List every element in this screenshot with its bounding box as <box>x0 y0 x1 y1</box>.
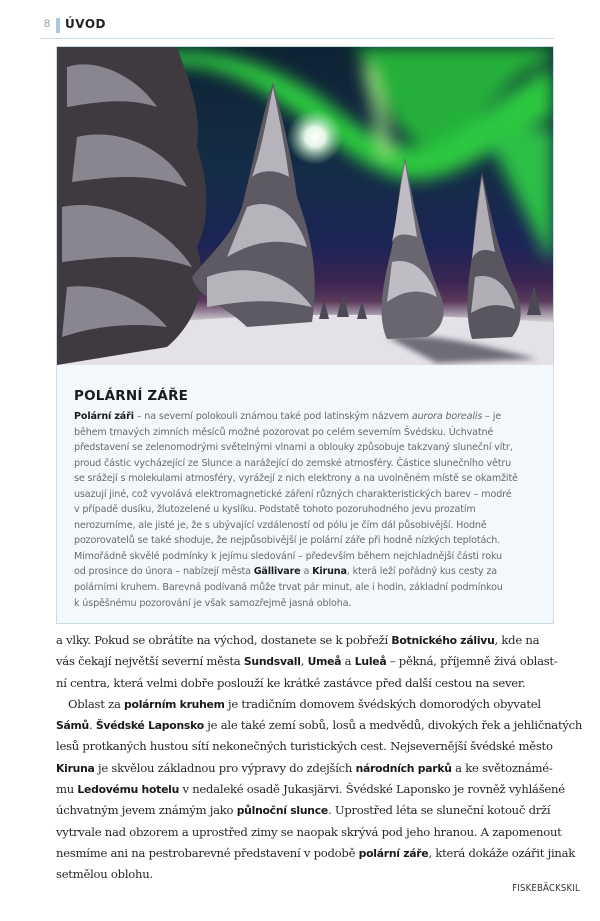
section-title: ÚVOD <box>65 17 106 31</box>
feature-box-line <box>74 580 540 596</box>
text-run: , kde na <box>494 633 540 647</box>
highlighted-term: polární záře <box>358 846 429 860</box>
text-run: představení se zelenomodrými světelnými vlnami a oblouky způsobuje takzvaný sluneční vítr, <box>74 442 513 454</box>
aurora-illustration <box>57 47 553 365</box>
highlighted-term: Polární záři <box>74 411 134 422</box>
text-run: . <box>89 718 96 733</box>
feature-box-line <box>74 502 540 518</box>
highlighted-term: Botnického zálivu <box>391 634 495 647</box>
text-run: Mimořádně skvělé podmínky k jejímu sledování – především během nejchladnější části roku <box>74 550 502 562</box>
text-run: od prosince do února – nabízejí města <box>74 566 254 578</box>
body-line <box>56 779 565 800</box>
body-line <box>56 758 554 779</box>
text-run: je skvělou základnou pro výpravy do zdejších <box>94 760 356 775</box>
feature-box <box>56 46 554 624</box>
feature-box-line <box>74 487 540 503</box>
snowy-spruce-right <box>382 157 521 339</box>
highlighted-term: Umeå <box>307 655 342 669</box>
body-line <box>56 822 562 843</box>
highlighted-term: Gällivare <box>253 566 301 578</box>
aurora-photo <box>57 47 553 365</box>
body-line <box>56 694 554 715</box>
text-run: , <box>300 654 308 669</box>
feature-box-line <box>74 409 540 425</box>
feature-box-line <box>74 440 540 456</box>
footer-label: FISKEBÄCKSKIL <box>512 883 580 894</box>
text-run: usazují jiné, což vyvolává elektromagnetické záření různých charakteristických barev – modré <box>74 488 512 500</box>
text-run: , která leží pořádný kus cesty za <box>346 566 497 578</box>
feature-box-line <box>74 518 540 534</box>
moon <box>287 109 343 165</box>
text-run: polárními kruhem. Barevná podívaná může trvat pár minut, ale i hodin, základní podmínkou <box>74 582 503 594</box>
feature-box-line <box>74 533 540 549</box>
highlighted-term: Kiruna <box>56 761 95 775</box>
highlighted-term: Sámů <box>56 719 89 733</box>
text-run: a ke světoznámé- <box>451 760 553 775</box>
feature-box-line <box>74 596 540 612</box>
text-run: v nedaleké osadě Jukasjärvi. Švédské Laponsko je rovněž vyhlášené <box>179 782 565 797</box>
text-run: je tradičním domovem švédských domorodých obyvatel <box>224 696 541 711</box>
text-run: nerozumíme, ale jisté je, že s ubývající vzdáleností od pólu je čím dál působivější. Hodně <box>74 519 487 531</box>
text-run: a <box>300 566 313 578</box>
highlighted-term: národních parků <box>355 761 452 775</box>
text-run: setmělou oblohu. <box>56 867 153 882</box>
aurora-band <box>167 47 553 257</box>
feature-box-line <box>74 549 540 565</box>
text-run: – je <box>482 411 501 422</box>
feature-box-title: POLÁRNÍ ZÁŘE <box>74 388 189 404</box>
text-run: se srážejí s molekulami atmosféry, vyrážejí z nich elektrony a na uvolněném místě se okamžitě <box>74 473 518 485</box>
text-run: . Uprostřed léta se sluneční kotouč drží <box>327 803 551 818</box>
italic-term: aurora borealis <box>411 411 483 422</box>
text-run: je ale také zemí sobů, losů a medvědů, divokých řek a jehličnatých <box>203 718 583 733</box>
text-run: vás čekají největší severní města <box>56 654 244 669</box>
text-run: během tmavých zimních měsíců možné pozorovat po celém severním Švédsku. Úchvatné <box>74 426 494 438</box>
feature-box-text <box>74 409 540 611</box>
text-run: vytrvale nad obzorem a uprostřed zimy se naopak skrývá pod jeho hranou. A zapomenout <box>56 824 562 839</box>
body-line <box>56 843 576 864</box>
text-run: mu <box>56 782 78 797</box>
feature-box-line <box>74 564 540 580</box>
text-run: v případě dusíku, žlutozelené u kyslíku. Podstatě tohoto pozoruhodného jevu prozatím <box>74 504 476 516</box>
highlighted-term: Sundsvall <box>243 655 301 669</box>
text-run: pozorovatelů se také shoduje, že nejpůsobivější je polární záře při hodně nízkých teplotách. <box>74 535 501 547</box>
feature-box-line <box>74 425 540 441</box>
section-marker <box>56 18 60 33</box>
highlighted-term: půlnoční slunce <box>236 804 328 818</box>
text-run: a vlky. Pokud se obrátíte na východ, dostanete se k pobřeží <box>56 633 392 647</box>
text-run: k úspěšnému pozorování je však samozřejmě jasná obloha. <box>74 597 352 609</box>
text-run: a <box>341 654 355 669</box>
text-run: Oblast za <box>68 696 125 711</box>
text-run: – pěkná, příjemně živá oblast- <box>386 654 558 669</box>
page-number: 8 <box>44 18 51 30</box>
body-line <box>56 715 583 736</box>
text-run: lesů protkaných hustou sítí nekonečných turistických cest. Nejsevernější švédské město <box>56 739 553 754</box>
text-run: – na severní polokouli známou také pod latinským názvem <box>133 411 412 422</box>
body-line <box>56 736 554 757</box>
body-line <box>56 651 558 672</box>
text-run: proud částic vycházející ze Slunce a narážející do zemské atmosféry. Částice slunečního větru <box>74 457 512 469</box>
text-run: nesmíme ani na pestrobarevné představení v podobě <box>56 845 359 860</box>
body-line <box>56 630 554 651</box>
highlighted-term: Ledovému hotelu <box>77 783 180 797</box>
feature-box-line <box>74 471 540 487</box>
body-line <box>56 864 554 885</box>
text-run: , která dokáže ozářit jinak <box>428 845 576 860</box>
text-run: ní centra, která velmi dobře poslouží ke krátké zastávce před další cestou na sever. <box>56 675 526 690</box>
highlighted-term: Švédské Laponsko <box>95 719 204 733</box>
highlighted-term: polárním kruhem <box>124 697 225 711</box>
body-line <box>56 673 554 694</box>
text-run: úchvatným jevem známým jako <box>56 803 237 818</box>
highlighted-term: Kiruna <box>312 566 347 578</box>
running-head <box>40 16 554 39</box>
body-line <box>56 800 554 821</box>
snowy-spruce-left <box>57 47 206 365</box>
feature-box-line <box>74 456 540 472</box>
body-text <box>56 630 583 886</box>
highlighted-term: Luleå <box>354 655 387 669</box>
